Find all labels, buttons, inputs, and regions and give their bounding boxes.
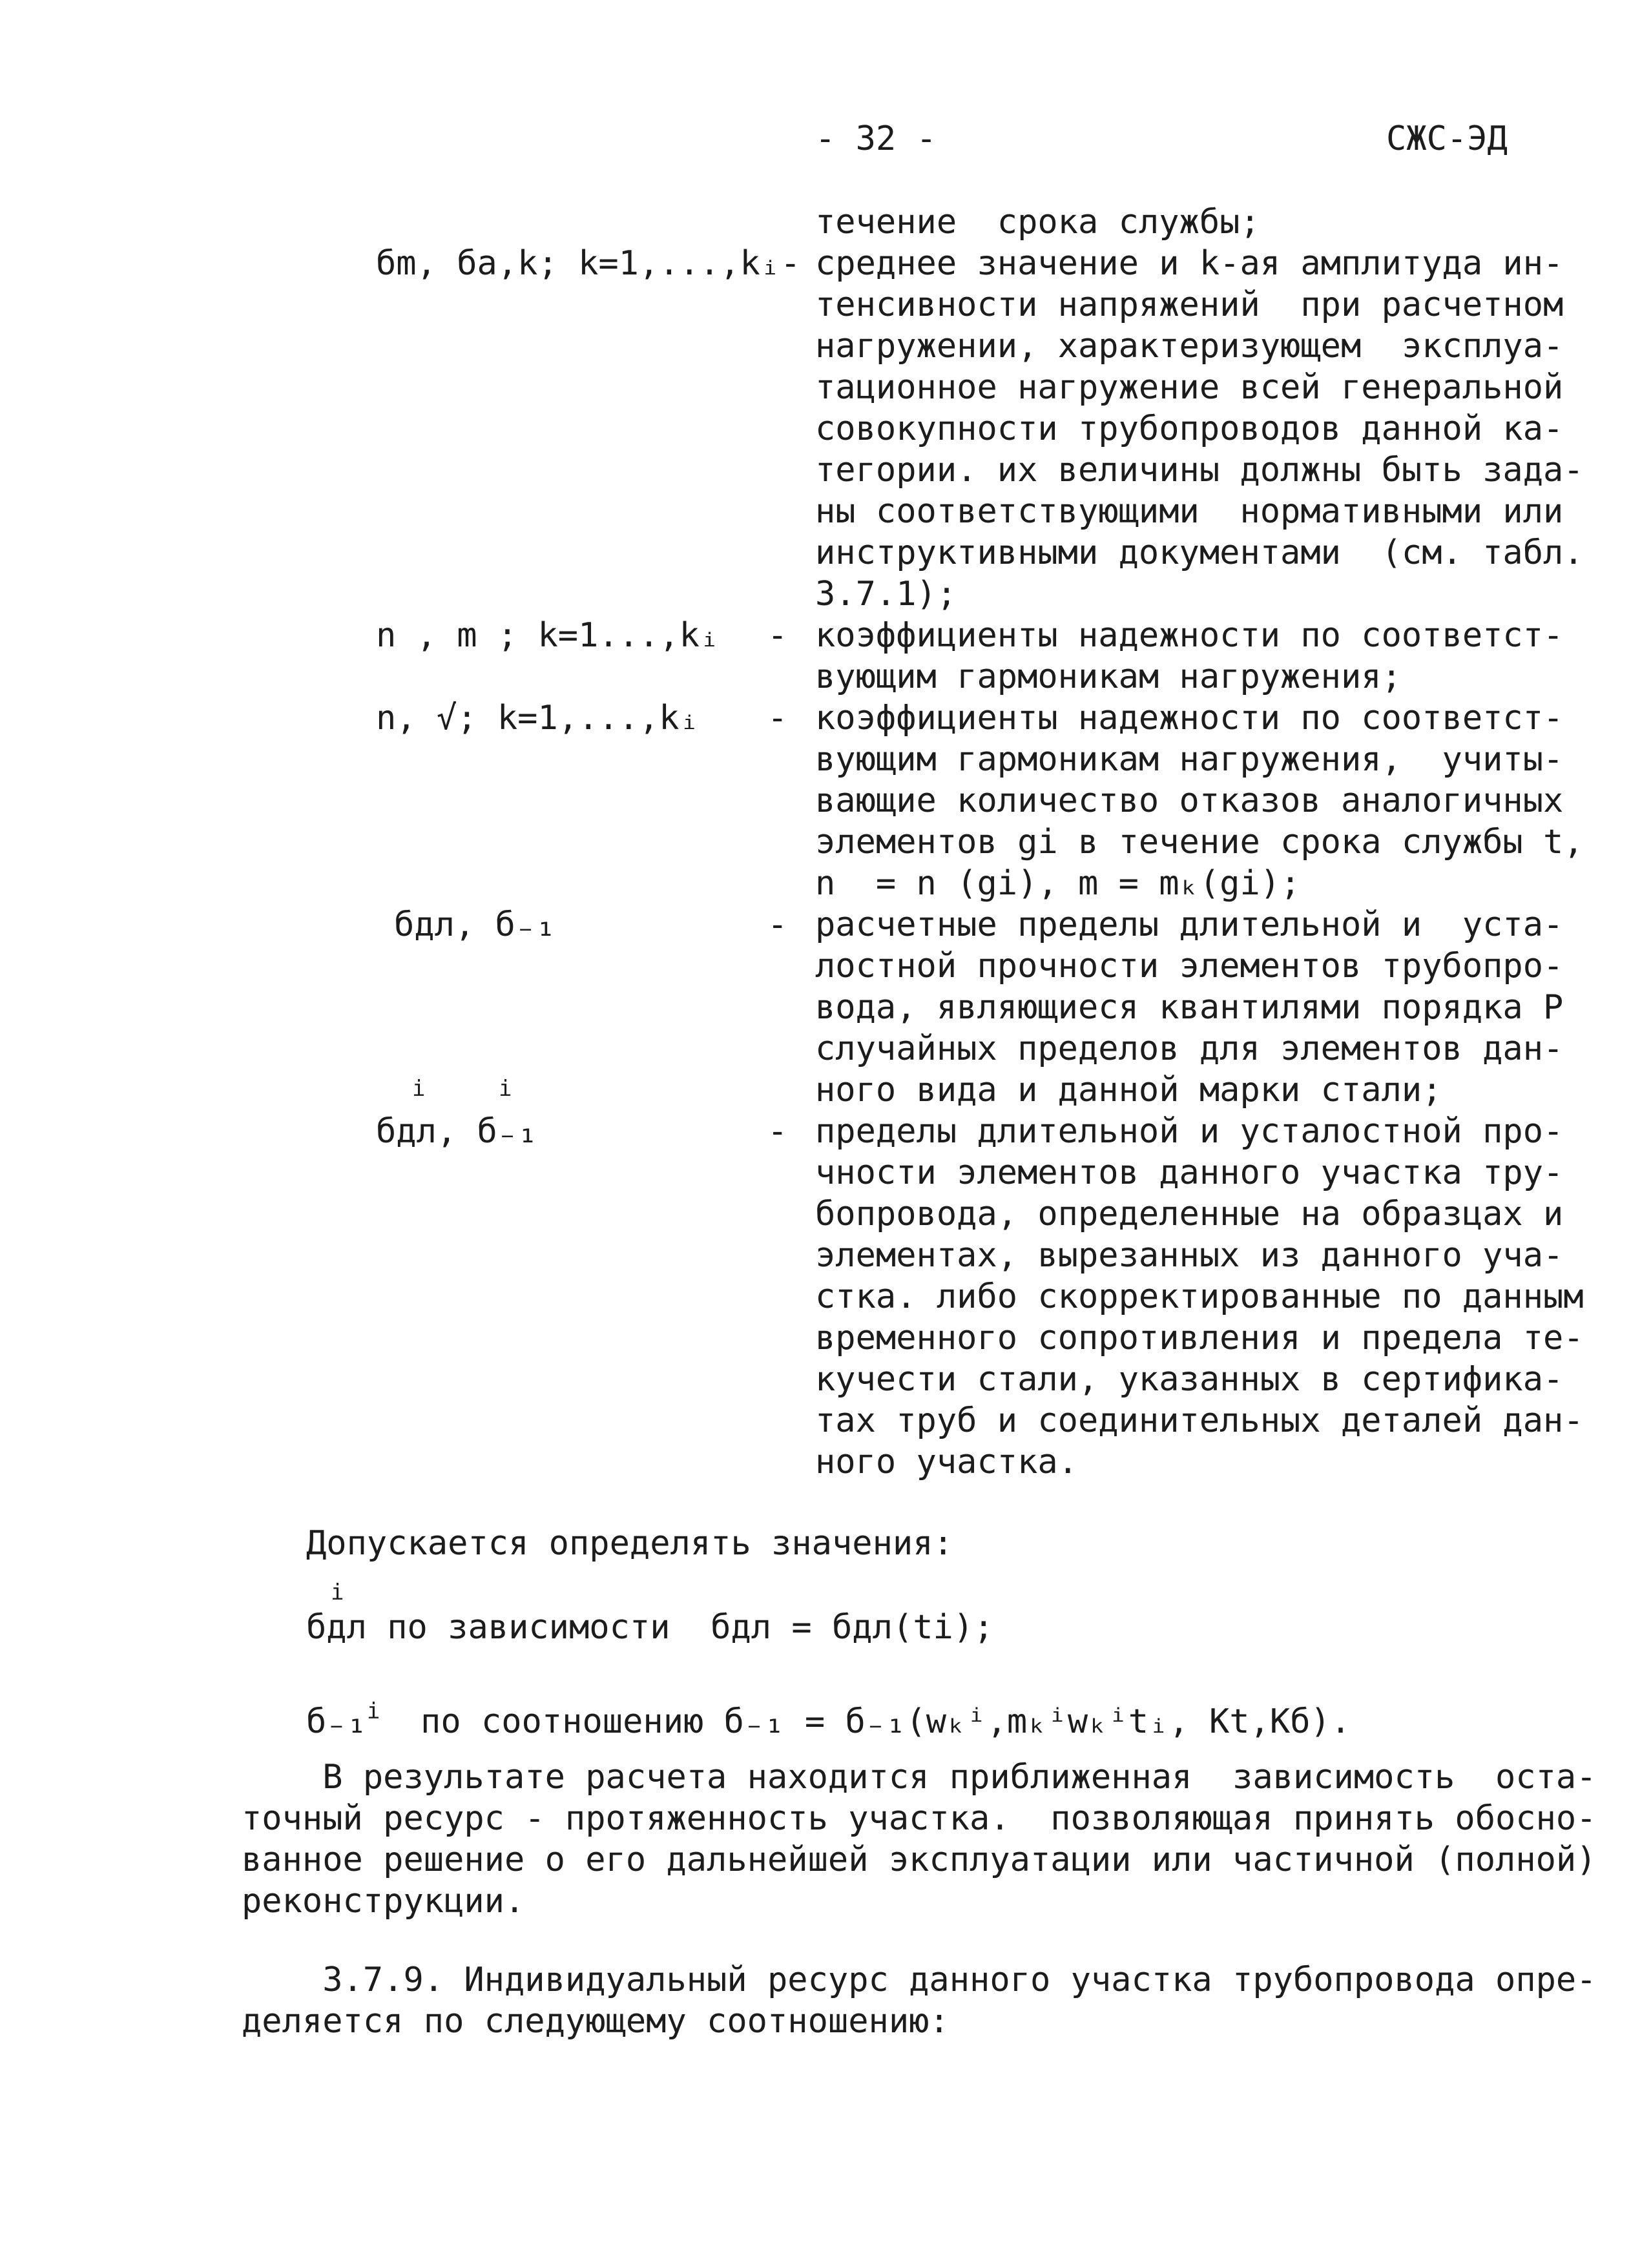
definition-text: коэффициенты надежности по соответст- вующим гармоникам нагружения; — [815, 616, 1564, 696]
definition-term: n , m ; k=1...,kᵢ — [376, 616, 720, 655]
document-code: СЖС-ЭД — [1386, 119, 1508, 158]
definition-text: расчетные пределы длительной и уста- лостной прочности элементов трубопро- вода, являющиеся квантилями порядка P случайных пределов для элементов дан- ного вида и данной марки стали; — [815, 905, 1564, 1109]
definition-term: бm, бa,k; k=1,...,kᵢ- — [376, 244, 801, 283]
definition-text: коэффициенты надежности по соответст- вующим гармоникам нагружения, учиты- вающие количество отказов аналогичных элементов gi в течение срока службы t, n = n (gi), m = mₖ(gi); — [815, 699, 1584, 903]
section-3-7-9-paragraph: 3.7.9. Индивидуальный ресурс данного участка трубопровода опре- деляется по следующему соотношению: — [242, 1961, 1597, 2041]
definition-text: среднее значение и k-ая амплитуда ин- тенсивности напряжений при расчетном нагружении, характеризующем эксплуа- тационное нагружение всей генеральной совокупности трубопроводов данной ка- тегории. их величины должны быть зада- ны соответствующими нормативными или инструктивными документами (см. табл. 3.7.1); — [815, 244, 1584, 613]
formula-dependence: бдл по зависимости бдл = бдл(ti); — [306, 1608, 994, 1647]
superscript-i-mark: i — [499, 1076, 512, 1102]
definition-term: бдл, б₋₁ — [394, 905, 556, 944]
superscript-i-mark: i — [331, 1580, 344, 1605]
result-paragraph: В результате расчета находится приближенная зависимость оста- точный ресурс - протяженность участка. позволяющая принять обосно- ванное решение о его дальнейшей эксплуатации или частичной (полной) реконструкции. — [242, 1758, 1597, 1921]
formula-ratio: б₋₁$^i$ по соотношению б₋₁ = б₋₁(wₖⁱ,mₖⁱwₖⁱtᵢ, Kt,Kб). — [306, 1698, 1351, 1741]
definition-dash: - — [767, 699, 788, 737]
definition-text: пределы длительной и усталостной про- чности элементов данного участка тру- бопровода, определенные на образцах и элементах, вырезанных из данного уча- стка. либо скорректированные по данным временного сопротивления и предела те- кучести стали, указанных в сертифика- тах труб и соединительных деталей дан- ного участка. — [815, 1112, 1584, 1481]
superscript-i-mark: i — [412, 1076, 426, 1102]
definition-dash: - — [767, 905, 788, 944]
definition-term: бдл, б₋₁ — [376, 1112, 538, 1151]
allowed-values-intro: Допускается определять значения: — [306, 1524, 953, 1563]
definition-text: течение срока службы; — [815, 203, 1260, 242]
definition-dash: - — [767, 1112, 788, 1151]
page-number: - 32 - — [815, 119, 937, 158]
definition-dash: - — [767, 616, 788, 655]
definition-term: n, √; k=1,...,kᵢ — [376, 699, 700, 737]
